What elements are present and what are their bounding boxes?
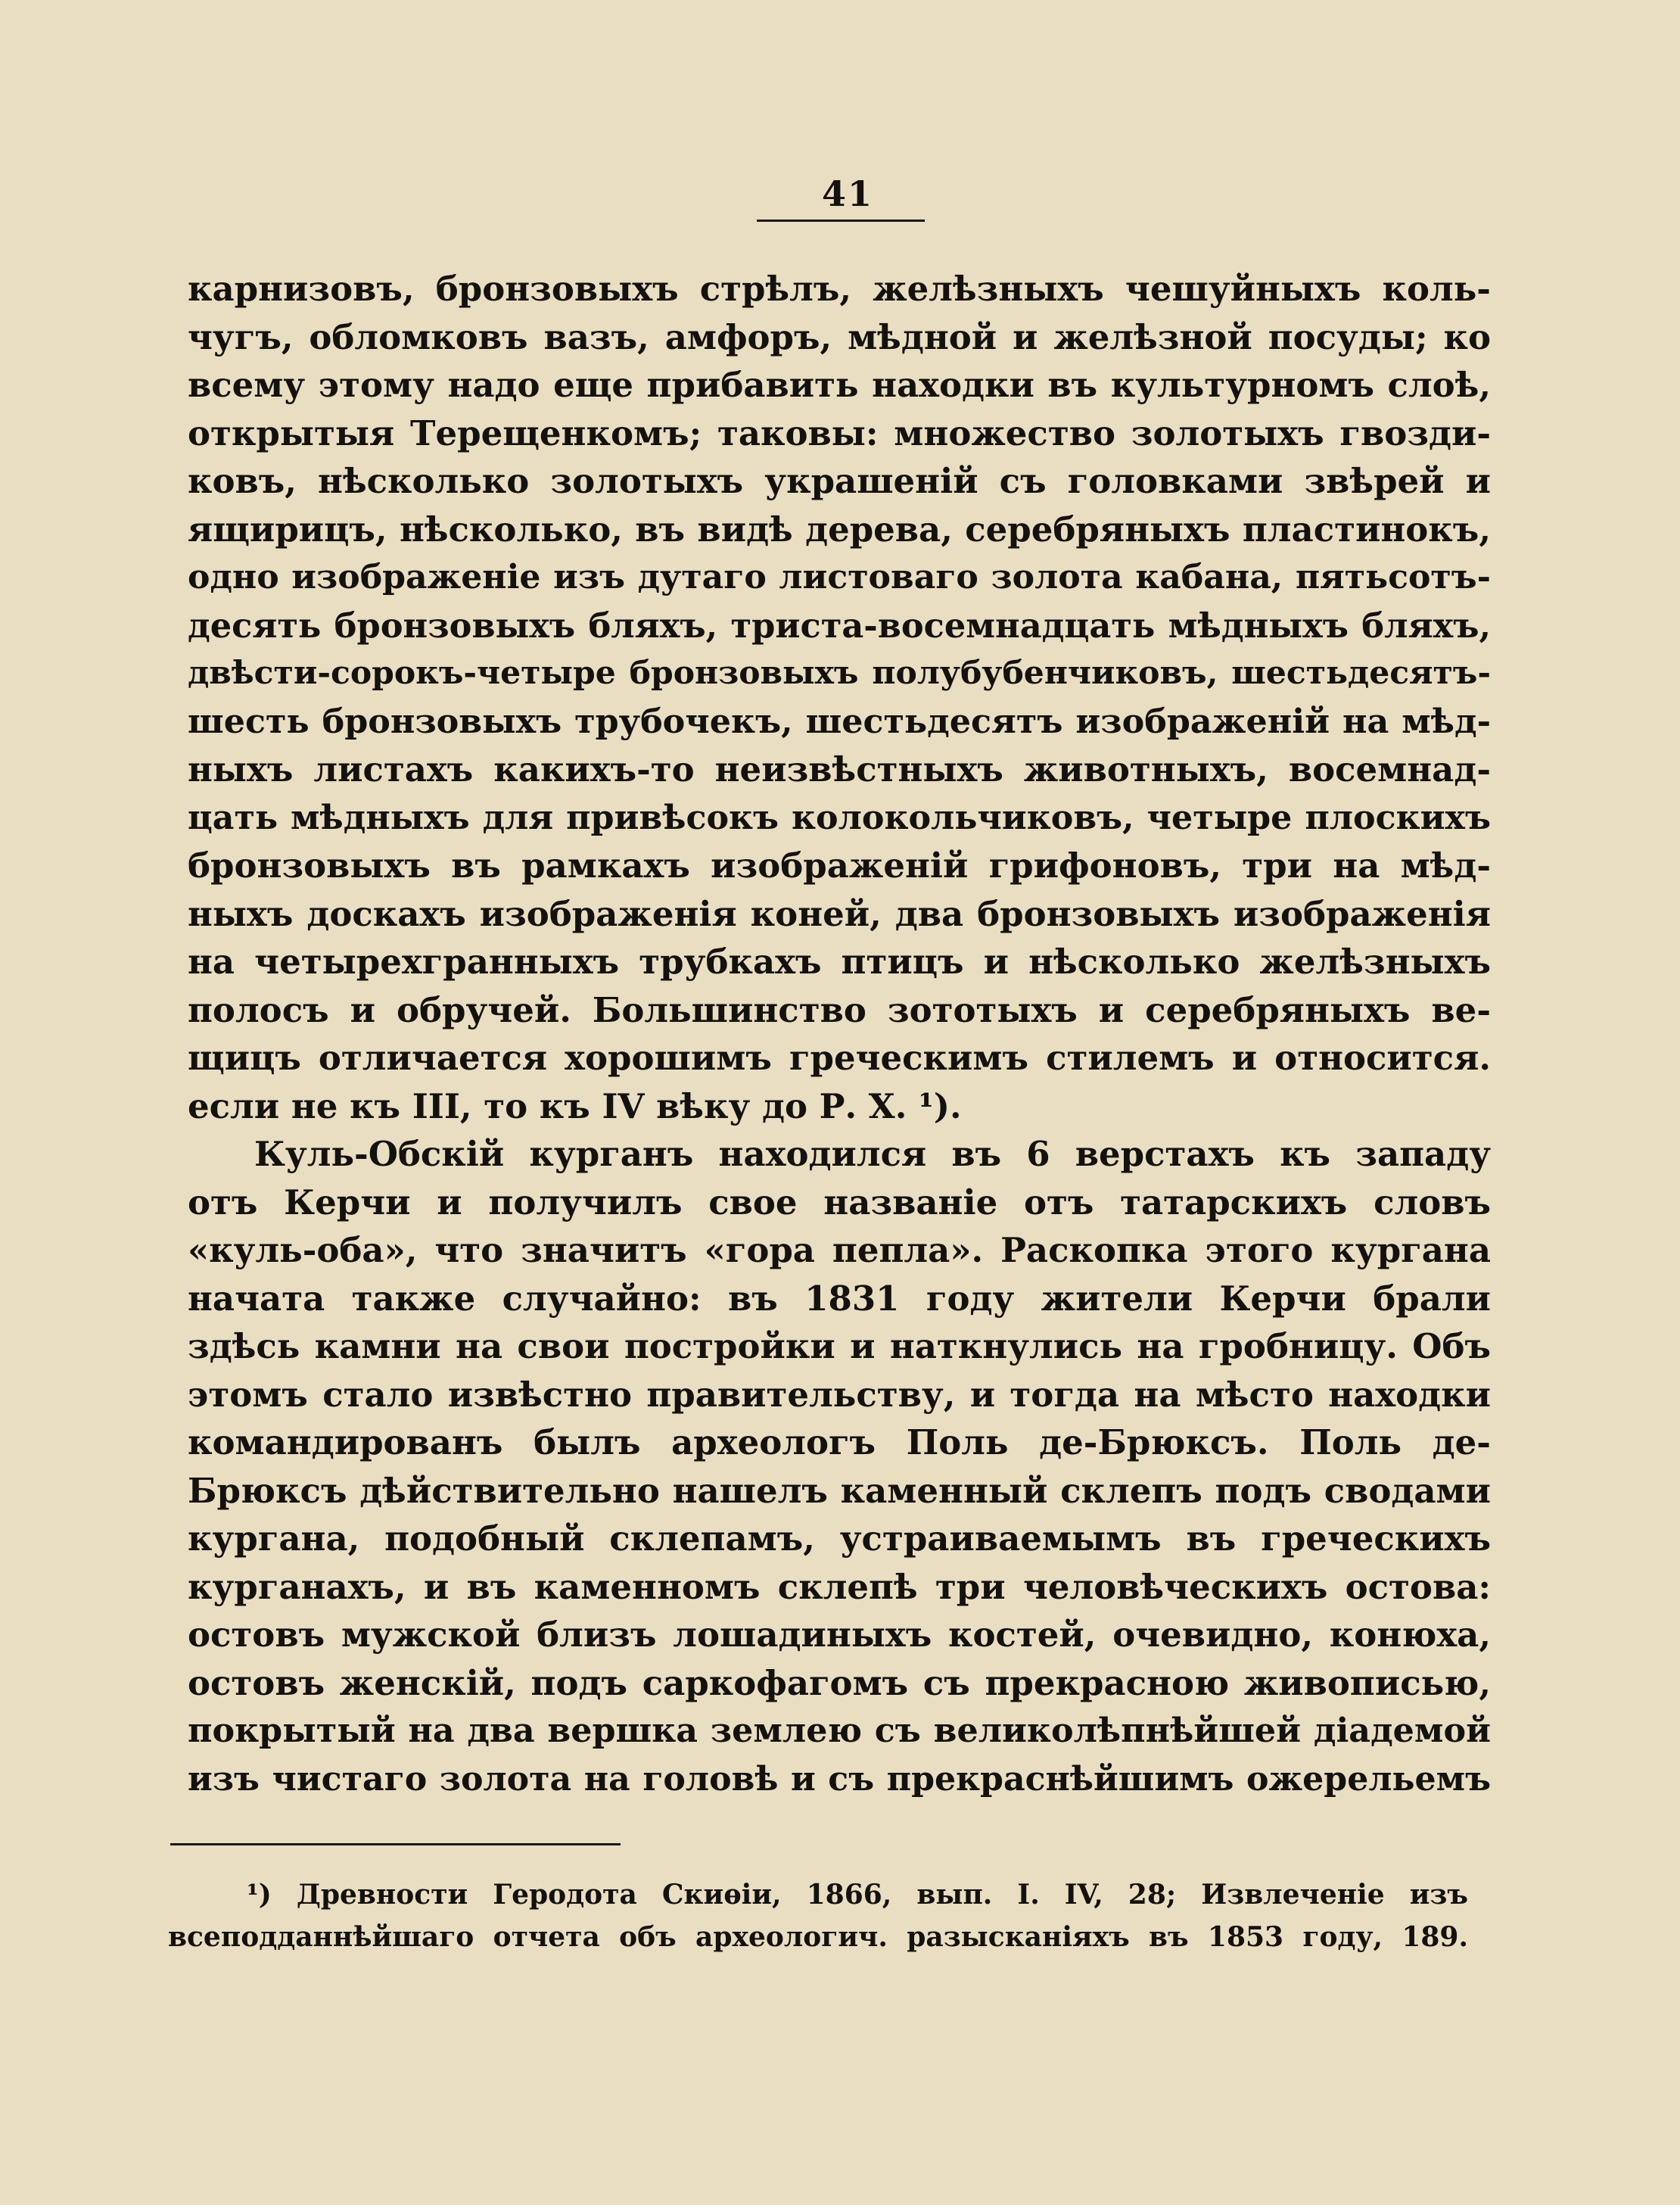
text-line: ковъ, нѣсколько золотыхъ украшеній съ головками звѣрей и: [188, 461, 1491, 501]
text-line: щицъ отличается хорошимъ греческимъ стилемъ и относится.: [188, 1038, 1491, 1078]
text-line: кургана, подобный склепамъ, устраиваемымъ въ греческихъ: [188, 1518, 1491, 1559]
text-line: чугъ, обломковъ вазъ, амфоръ, мѣдной и желѣзной посуды; ко: [188, 316, 1491, 357]
text-line: шесть бронзовыхъ трубочекъ, шестьдесятъ изображеній на мѣд-: [188, 701, 1491, 741]
paragraph-first-line: Куль-Обскій курганъ находился въ 6 верстахъ къ западу: [254, 1134, 1491, 1174]
text-line: цать мѣдныхъ для привѣсокъ колокольчиковъ, четыре плоскихъ: [188, 797, 1491, 837]
footnotes: [168, 1873, 1468, 1958]
text-line: покрытый на два вершка землею съ великолѣпнѣйшей діадемой: [188, 1711, 1491, 1750]
footnote-line: ¹) Древности Геродота Скиѳіи, 1866, вып. I. IV, 28; Извлеченіе изъ: [247, 1879, 1468, 1911]
text-line: ящирицъ, нѣсколько, въ видѣ дерева, серебряныхъ пластинокъ,: [188, 509, 1491, 550]
text-line: одно изображеніе изъ дутаго листоваго золота кабана, пятьсотъ-: [188, 558, 1491, 596]
text-line: всему этому надо еще прибавить находки въ культурномъ слоѣ,: [188, 365, 1491, 405]
text-line: открытыя Терещенкомъ; таковы: множество золотыхъ гвозди-: [188, 413, 1491, 453]
footnote-separator: [170, 1843, 621, 1845]
text-line: ныхъ доскахъ изображенія коней, два бронзовыхъ изображенія: [188, 893, 1491, 934]
paragraph-end-line: если не къ III, то къ IV вѣку до Р. Х. ¹).: [188, 1085, 962, 1126]
text-line: курганахъ, и въ каменномъ склепѣ три человѣческихъ остова:: [188, 1566, 1491, 1607]
text-line: бронзовыхъ въ рамкахъ изображеній грифоновъ, три на мѣд-: [188, 846, 1491, 886]
text-line: этомъ стало извѣстно правительству, и тогда на мѣсто находки: [188, 1374, 1491, 1415]
text-line: карнизовъ, бронзовыхъ стрѣлъ, желѣзныхъ чешуйныхъ коль-: [188, 269, 1491, 309]
footnote-line: всеподданнѣйшаго отчета объ археологич. разысканіяхъ въ 1853 году, 189.: [168, 1921, 1468, 1953]
text-line: начата также случайно: въ 1831 году жители Керчи брали: [188, 1278, 1491, 1319]
page-number: 41: [821, 173, 873, 214]
body-text: [188, 265, 1491, 1803]
text-line: остовъ мужской близъ лошадиныхъ костей, очевидно, конюха,: [188, 1615, 1491, 1655]
text-line: командированъ былъ археологъ Поль де-Брюксъ. Поль де-: [188, 1422, 1491, 1462]
text-line: двѣсти-сорокъ-четыре бронзовыхъ полубубенчиковъ, шестьдесятъ-: [188, 654, 1491, 692]
text-line: Брюксъ дѣйствительно нашелъ каменный склепъ подъ сводами: [188, 1470, 1491, 1511]
text-line: полосъ и обручей. Большинство зототыхъ и серебряныхъ ве-: [188, 989, 1491, 1030]
text-line: на четырехгранныхъ трубкахъ птицъ и нѣсколько желѣзныхъ: [188, 942, 1491, 982]
text-line: остовъ женскій, подъ саркофагомъ съ прекрасною живописью,: [188, 1662, 1491, 1703]
text-line: десять бронзовыхъ бляхъ, триста-восемнадцать мѣдныхъ бляхъ,: [188, 605, 1491, 646]
text-line: «куль-оба», что значитъ «гора пепла». Раскопка этого кургана: [188, 1230, 1491, 1270]
page-number-underline: [757, 220, 925, 222]
text-line: отъ Керчи и получилъ свое названіе отъ татарскихъ словъ: [188, 1182, 1491, 1222]
text-line: ныхъ листахъ какихъ-то неизвѣстныхъ животныхъ, восемнад-: [188, 749, 1491, 790]
text-line: здѣсь камни на свои постройки и наткнулись на гробницу. Объ: [188, 1326, 1491, 1366]
text-line: изъ чистаго золота на головѣ и съ прекраснѣйшимъ ожерельемъ: [188, 1758, 1491, 1799]
